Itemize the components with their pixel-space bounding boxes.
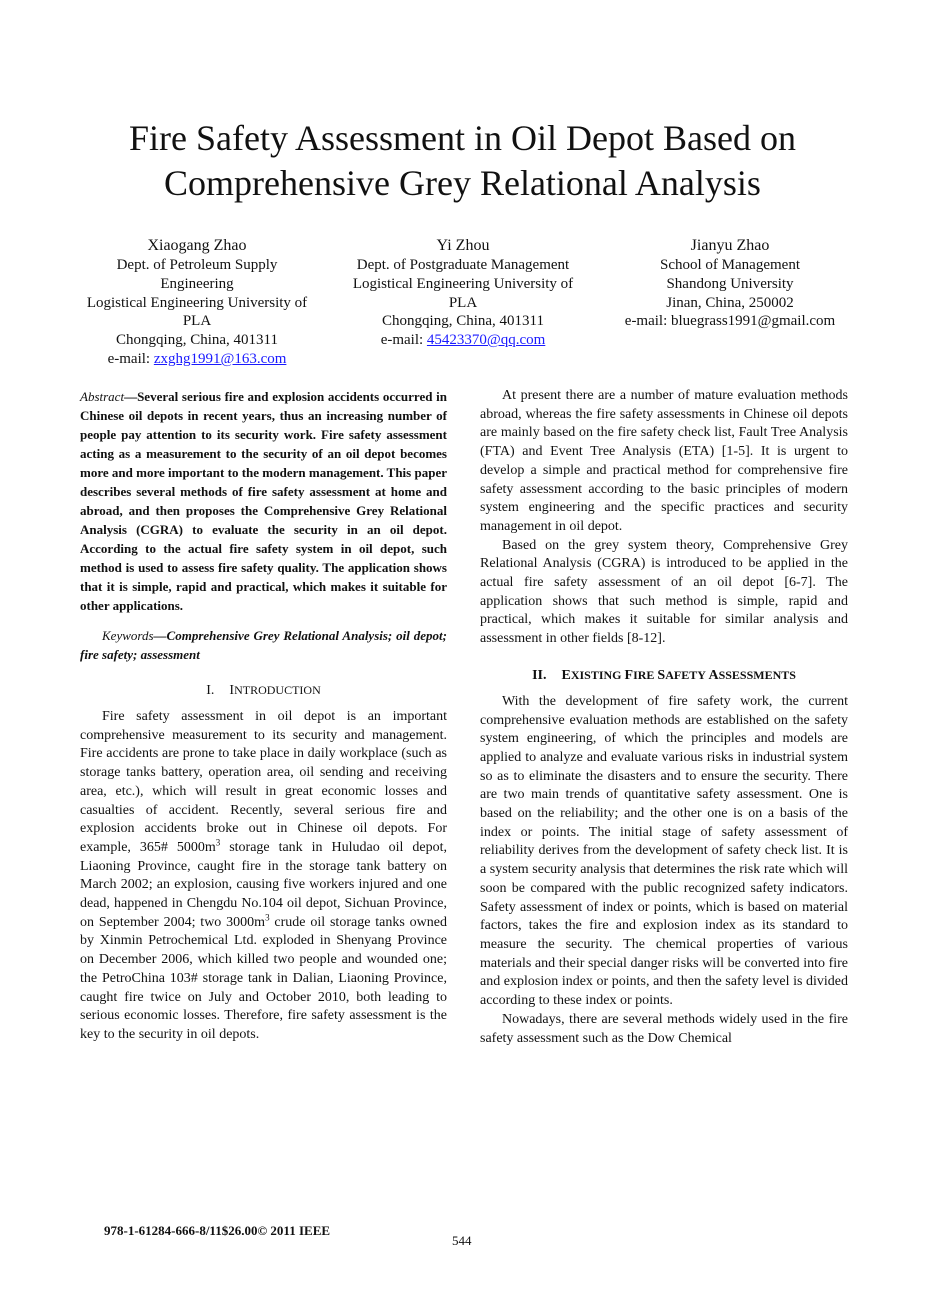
section-title-part: XISTING xyxy=(570,667,625,682)
section-initial: E xyxy=(561,667,571,683)
abstract xyxy=(80,387,447,615)
author-affiliation-line: Shandong University xyxy=(666,275,794,292)
abstract-label: Abstract xyxy=(80,389,125,404)
paragraph: Based on the grey system theory, Comprehensive Grey Relational Analysis (CGRA) is introduced to be applied in the actual fire safety assessment of an oil depot [6-7]. The application shows that such method is simple, rapid and practical, which makes it suitable for similar analysis and assessment in other fields [8-12]. xyxy=(480,537,848,647)
author-affiliation-line: Logistical Engineering University of xyxy=(352,275,574,292)
author-affiliation-line: Chongqing, China, 401311 xyxy=(382,313,544,330)
page-number: 544 xyxy=(452,1233,472,1248)
paragraph: With the development of fire safety work, the current comprehensive evaluation methods are established on the safety system engineering, of which the principles and models are applied to analyze and evaluate various risks in industrial system so as to eliminate the disasters and to ensure the security. There are two main trends of quantitative safety assessment. One is based on the reliability; and the other one is on a basis of the index or points. The initial stage of safety assessment of reliability derives from the development of safety check list. It is a system security analysis that determines the risk rate which will soon be compared with the public recognized safety indicators. Safety assessment of index or points, which is based on material factors, takes the fire and explosion index as its standard to measure the security. The chemical properties of various materials and their special danger risks will be converted into fire and explosion index or points, and then the safety level is divided according to these index or points. xyxy=(480,693,848,1009)
section-heading-existing-assessments xyxy=(480,666,848,685)
section-initial: F xyxy=(624,667,634,683)
section-title-rest: NTRODUCTION xyxy=(234,683,321,697)
left-column xyxy=(80,387,447,1045)
author-block-1 xyxy=(80,236,314,369)
keywords-label: Keywords xyxy=(102,628,154,643)
section-title-part: IRE xyxy=(633,667,658,682)
email-link[interactable]: zxghg1991@163.com xyxy=(153,350,287,367)
author-affiliation-line: Dept. of Postgraduate Management xyxy=(356,257,570,273)
author-affiliation-line: PLA xyxy=(182,313,212,330)
author-affiliation-line: School of Management xyxy=(660,257,800,273)
intro-text-a: Fire safety assessment in oil depot is an important comprehensive measurement to its security and management. Fire accidents are prone to take place in daily workplace (such as storage tanks battery, operation area, oil sending and receiving area, etc.), which will result in great economic losses and casualties of accident. Recently, several serious fire and explosion accidents broke out in Chinese oil depots. For example, 365# 5000m xyxy=(80,709,447,855)
author-affiliation-line: Jinan, China, 250002 xyxy=(666,294,794,311)
section-title-part: AFETY xyxy=(665,667,709,682)
author-affiliation-line: Dept. of Petroleum Supply xyxy=(116,257,278,273)
paper-title xyxy=(0,116,925,206)
superscript: 3 xyxy=(215,837,221,848)
paragraph: At present there are a number of mature evaluation methods abroad, whereas the fire safety assessments in Chinese oil depots are mainly based on the fire safety check list, Fault Tree Analysis (FTA) and Event Tree Analysis (ETA) [1-5]. It is urgent to develop a simple and practical method for comprehensive fire safety assessment according to the basic principles of modern system engineering and the specific practices and security management in oil depot. xyxy=(480,388,848,534)
author-name: Xiaogang Zhao xyxy=(147,237,247,254)
title-line-2: Comprehensive Grey Relational Analysis xyxy=(164,163,761,203)
author-name: Yi Zhou xyxy=(436,237,490,254)
paragraph: Nowadays, there are several methods widely used in the fire safety assessment such as the Dow Chemical xyxy=(480,1011,848,1046)
email-label: e-mail: xyxy=(624,313,672,330)
section-initial: A xyxy=(708,667,719,683)
author-affiliation-line: PLA xyxy=(448,294,478,311)
author-block-3 xyxy=(612,236,848,331)
author-name: Jianyu Zhao xyxy=(690,237,770,254)
copyright-text: © 2011 IEEE xyxy=(257,1223,331,1238)
title-line-1: Fire Safety Assessment in Oil Depot Based on xyxy=(129,118,796,158)
isbn-text: 978-1-61284-666-8/11$26.00 xyxy=(104,1223,258,1238)
intro-paragraph xyxy=(80,708,447,1045)
abstract-text: —Several serious fire and explosion accidents occurred in Chinese oil depots in recent years, thus an increasing number of people pay attention to its security work. Fire safety assessment acting as a measurement to the security of an oil depot becomes more and more important to the modern management. This paper describes several methods of fire safety assessment at home and abroad, and then proposes the Comprehensive Grey Relational Analysis (CGRA) to evaluate the security in an oil depot. According to the actual fire safety system in oil depot, such method is used to assess fire safety quality. The application shows that it is simple, rapid and practical, which makes it suitable for other applications. xyxy=(80,389,447,613)
email-link[interactable]: 45423370@qq.com xyxy=(426,332,546,349)
superscript: 3 xyxy=(265,912,270,923)
right-column xyxy=(480,387,848,1048)
keywords-text: —Comprehensive Grey Relational Analysis; oil depot; fire safety; assessment xyxy=(80,628,447,662)
email-text: bluegrass1991@gmail.com xyxy=(671,313,836,330)
author-email-line xyxy=(612,312,848,331)
intro-text-c: crude oil storage tanks owned by Xinmin Petrochemical Ltd. exploded in Shenyang Province on December 2006, which killed two people and wounded one; the PetroChina 103# storage tank in Dalian, Liaoning Province, caught fire twice on July and October 2010, both leading to serious economic losses. Therefore, fire safety assessment is the key to the security in oil depots. xyxy=(80,914,447,1042)
author-affiliation-line: Chongqing, China, 401311 xyxy=(116,332,278,349)
author-email-line xyxy=(345,331,581,350)
section-title-part: SSESSMENTS xyxy=(718,667,796,682)
author-email-line xyxy=(80,350,314,369)
section-initial: S xyxy=(657,667,666,683)
intro-text-b: storage tank in Huludao oil depot, Liaoning Province, caught fire in the storage tank battery on March 2002; an explosion, causing five workers injured and one dead, happened in Chengdu No.104 oil depot, Sichuan Province, on September 2004; two 3000m xyxy=(80,839,447,930)
section-initial: I xyxy=(229,683,235,698)
section-heading-introduction xyxy=(80,681,447,700)
keywords xyxy=(80,626,447,664)
email-label: e-mail: xyxy=(107,350,154,367)
footer-isbn xyxy=(104,1223,330,1239)
section-number: I. xyxy=(206,683,215,698)
author-block-2 xyxy=(345,236,581,350)
author-affiliation-line: Logistical Engineering University of xyxy=(86,294,308,311)
email-label: e-mail: xyxy=(380,332,427,349)
section-number: II. xyxy=(532,667,547,683)
author-affiliation-line: Engineering xyxy=(160,275,234,292)
